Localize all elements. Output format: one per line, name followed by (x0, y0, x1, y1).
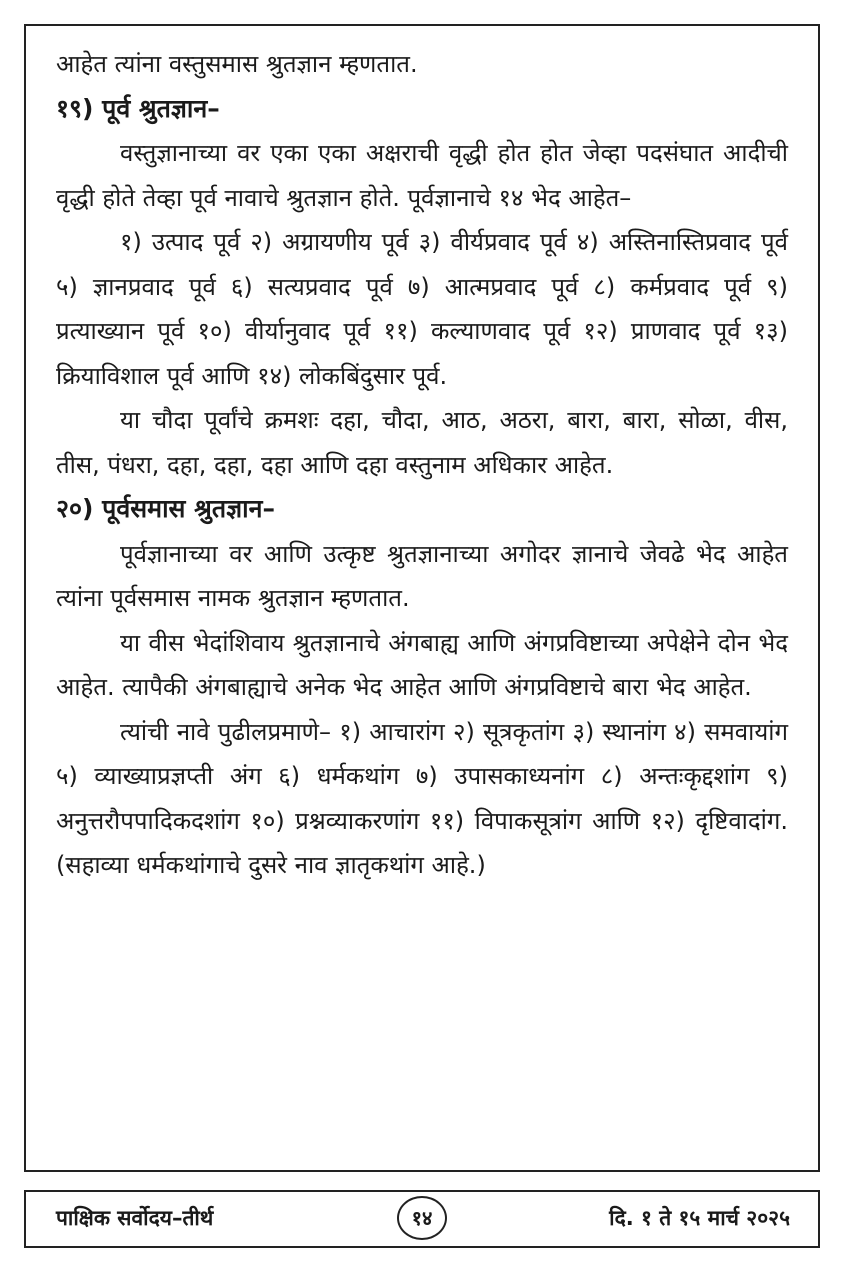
page-content (24, 24, 820, 1172)
paragraph-purva-intro: वस्तुज्ञानाच्या वर एका एका अक्षराची वृद्धी होत होत जेव्हा पदसंघात आदीची वृद्धी होते तेव्हा पूर्व नावाचे श्रुतज्ञान होते. पूर्वज्ञानाचे १४ भेद आहेत– (56, 139, 788, 212)
paragraph-ang-list: त्यांची नावे पुढीलप्रमाणे– १) आचारांग २) सूत्रकृतांग ३) स्थानांग ४) समवायांग ५) व्याख्याप्रज्ञप्ती अंग ६) धर्मकथांग ७) उपासकाध्यनांग ८) अन्तःकृद्दशांग ९) अनुत्तरौपपादिकदशांग १०) प्रश्नव्याकरणांग ११) विपाकसूत्रांग आणि १२) दृष्टिवादांग. (सहाव्या धर्मकथांगाचे दुसरे नाव ज्ञातृकथांग आहे.) (56, 717, 788, 879)
paragraph-ang-bhed: या वीस भेदांशिवाय श्रुतज्ञानाचे अंगबाह्य आणि अंगप्रविष्टाच्या अपेक्षेने दोन भेद आहेत. त्यापैकी अंगबाह्याचे अनेक भेद आहेत आणि अंगप्रविष्टाचे बारा भेद आहेत. (56, 628, 788, 701)
paragraph-purvasamas: पूर्वज्ञानाच्या वर आणि उत्कृष्ट श्रुतज्ञानाच्या अगोदर ज्ञानाचे जेवढे भेद आहेत त्यांना पूर्वसमास नामक श्रुतज्ञान म्हणतात. (56, 539, 788, 612)
issue-date: दि. १ ते १५ मार्च २०२५ (609, 1206, 790, 1230)
continued-paragraph: आहेत त्यांना वस्तुसमास श्रुतज्ञान म्हणतात. (56, 50, 418, 78)
publication-name: पाक्षिक सर्वोदय–तीर्थ (56, 1206, 214, 1230)
section-heading-19: १९) पूर्व श्रुतज्ञान– (56, 93, 220, 123)
paragraph-purva-vastu: या चौदा पूर्वांचे क्रमशः दहा, चौदा, आठ, अठरा, बारा, बारा, सोळा, वीस, तीस, पंधरा, दहा, दहा, दहा आणि दहा वस्तुनाम अधिकार आहेत. (56, 406, 788, 479)
section-heading-20: २०) पूर्वसमास श्रुतज्ञान– (56, 494, 275, 523)
page-footer (24, 1190, 820, 1248)
page-number: १४ (397, 1196, 447, 1240)
paragraph-purva-list: १) उत्पाद पूर्व २) अग्रायणीय पूर्व ३) वीर्यप्रवाद पूर्व ४) अस्तिनास्तिप्रवाद पूर्व ५) ज्ञानप्रवाद पूर्व ६) सत्यप्रवाद पूर्व ७) आत्मप्रवाद पूर्व ८) कर्मप्रवाद पूर्व ९) प्रत्याख्यान पूर्व १०) वीर्यानुवाद पूर्व ११) कल्याणवाद पूर्व १२) प्राणवाद पूर्व १३) क्रियाविशाल पूर्व आणि १४) लोकबिंदुसार पूर्व. (56, 228, 788, 390)
